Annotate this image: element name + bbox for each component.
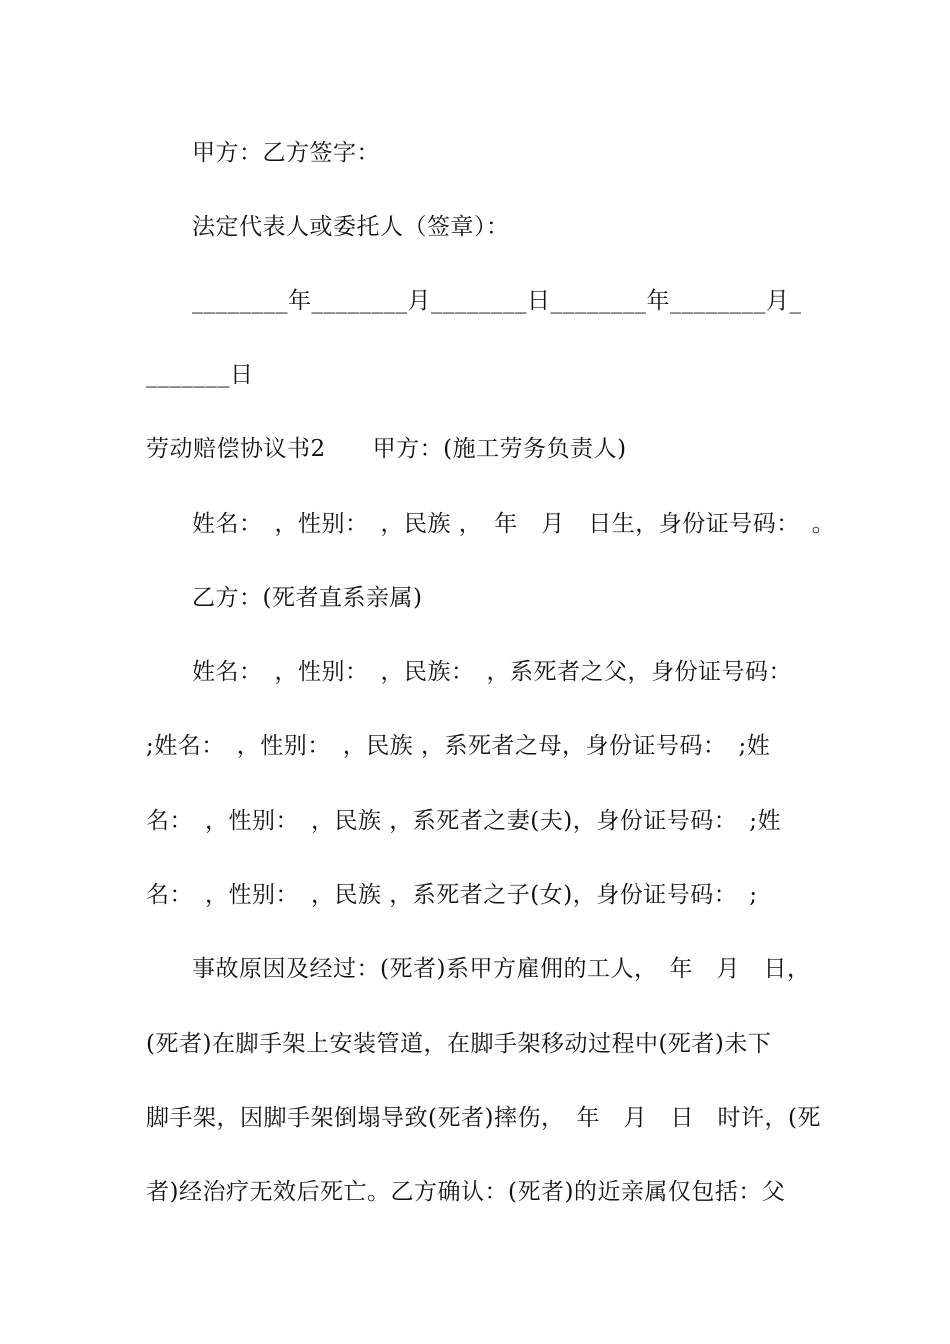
signature-line-party-a-b: 甲方：乙方签字： bbox=[192, 140, 380, 166]
agreement-title-line: 劳动赔偿协议书2 甲方：(施工劳务负责人) bbox=[146, 436, 627, 462]
party-b-spouse-line: 名： ，性别： ，民族 ，系死者之妻(夫)，身份证号码： ;姓 bbox=[146, 808, 782, 834]
accident-cause-paragraph-line-4: 者)经治疗无效后死亡。乙方确认：(死者)的近亲属仅包括：父 bbox=[146, 1179, 786, 1205]
accident-cause-paragraph-line-3: 脚手架，因脚手架倒塌导致(死者)摔伤， 年 月 日 时许，(死 bbox=[146, 1105, 821, 1131]
date-blanks-line: ________年________月________日________年________月_ bbox=[192, 288, 802, 314]
party-b-child-line: 名： ，性别： ，民族 ，系死者之子(女)，身份证号码： ; bbox=[146, 882, 758, 908]
accident-cause-paragraph-line-2: (死者)在脚手架上安装管道，在脚手架移动过程中(死者)未下 bbox=[146, 1031, 772, 1057]
party-b-mother-line: ;姓名： ，性别： ，民族 ，系死者之母，身份证号码： ;姓 bbox=[146, 733, 771, 759]
date-blanks-line-cont: _______日 bbox=[146, 362, 254, 388]
party-b-father-line: 姓名： ，性别： ，民族： ，系死者之父，身份证号码： bbox=[192, 659, 792, 685]
legal-representative-line: 法定代表人或委托人（签章）： bbox=[192, 214, 510, 240]
accident-cause-paragraph-line-1: 事故原因及经过：(死者)系甲方雇佣的工人， 年 月 日， bbox=[192, 956, 811, 982]
party-a-info-line: 姓名： ，性别： ，民族 ， 年 月 日生，身份证号码： 。 bbox=[192, 511, 836, 537]
party-b-heading: 乙方：(死者直系亲属) bbox=[192, 585, 423, 611]
